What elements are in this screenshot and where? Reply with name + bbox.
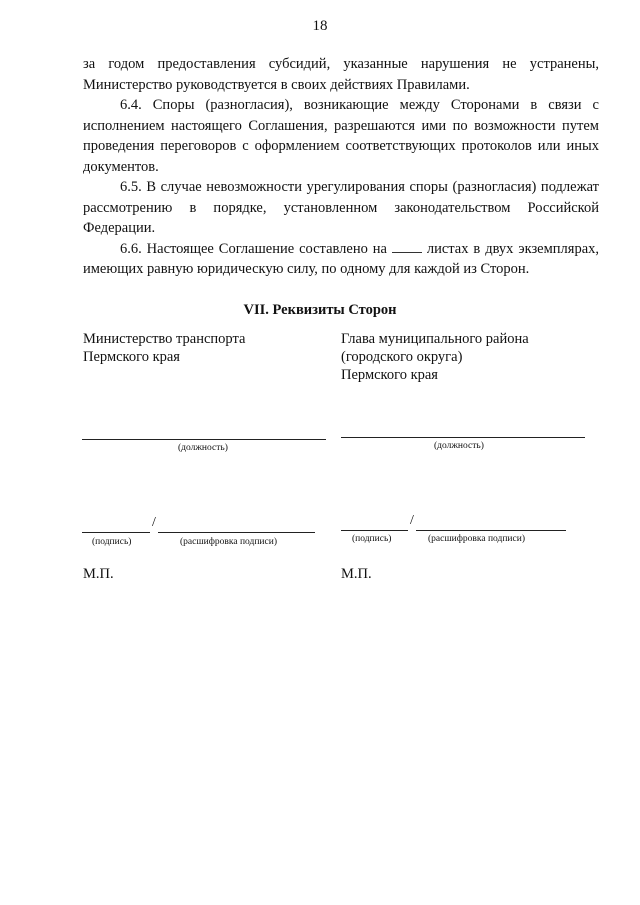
- right-party-line-1: Глава муниципального района: [341, 331, 529, 347]
- left-position-line: [82, 439, 326, 440]
- left-signature-line: [82, 532, 150, 533]
- section-title: VII. Реквизиты Сторон: [243, 302, 397, 318]
- paragraph-6-6-part1: 6.6. Настоящее Соглашение составлено на: [120, 240, 387, 257]
- right-party-block: [341, 330, 529, 384]
- left-party-line-1: Министерство транспорта: [83, 331, 246, 347]
- sheet-count-blank: [392, 240, 422, 253]
- paragraph-6-5: 6.5. В случае невозможности урегулирования споры (разногласия) подлежат рассмотрению в порядке, установленном законодательством Российской Федерации.: [83, 179, 599, 236]
- left-stamp-label: М.П.: [83, 566, 114, 582]
- right-position-line: [341, 437, 585, 438]
- right-signature-slash: /: [410, 513, 414, 528]
- right-position-caption: (должность): [434, 441, 484, 451]
- paragraph-6-6: [83, 239, 599, 280]
- left-party-line-2: Пермского края: [83, 349, 180, 365]
- right-signature-decode-caption: (расшифровка подписи): [428, 534, 525, 544]
- right-party-line-3: Пермского края: [341, 367, 438, 383]
- right-signature-caption: (подпись): [352, 534, 392, 544]
- paragraph-6-4: 6.4. Споры (разногласия), возникающие между Сторонами в связи с исполнением настоящего Соглашения, разрешаются ими по возможности путем проведения переговоров с оформлением соответствующих протоколов или иных документов.: [83, 97, 599, 175]
- left-signature-caption: (подпись): [92, 537, 132, 547]
- left-position-caption: (должность): [178, 443, 228, 453]
- left-signature-slash: /: [152, 515, 156, 530]
- paragraph-6-6-part2: листах в двух экземплярах, имеющих равную юридическую силу, по одному для каждой из Сторон.: [83, 240, 600, 277]
- left-party-block: [83, 330, 245, 366]
- left-signature-decode-caption: (расшифровка подписи): [180, 537, 277, 547]
- left-signature-decode-line: [158, 532, 315, 533]
- page-number: 18: [312, 18, 328, 34]
- right-stamp-label: М.П.: [341, 566, 372, 582]
- paragraph-continuation: за годом предоставления субсидий, указанные нарушения не устранены, Министерство руководствуется в своих действиях Правилами.: [83, 56, 599, 93]
- document-body: [83, 54, 599, 280]
- right-party-line-2: (городского округа): [341, 349, 463, 365]
- right-signature-decode-line: [416, 530, 566, 531]
- right-signature-line: [341, 530, 408, 531]
